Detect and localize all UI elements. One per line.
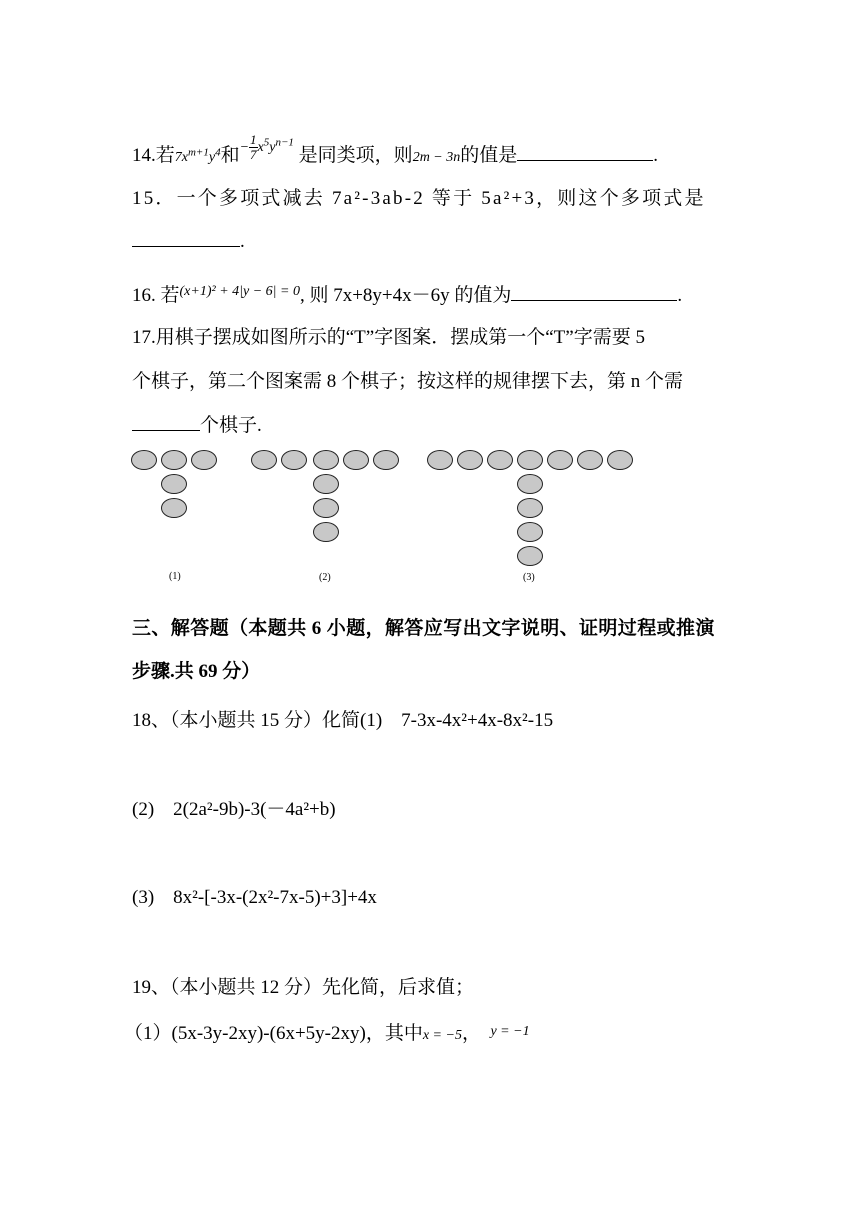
- stone-piece: [161, 498, 187, 518]
- q14-and: 和: [220, 145, 240, 166]
- t-pattern-figure: [0, 0, 860, 600]
- question-19-header: [132, 972, 474, 999]
- q16-expr: (x+1)² + 4|y − 6| = 0: [179, 284, 300, 299]
- stone-piece: [487, 450, 513, 470]
- q19-cond-x: x = −5: [422, 1028, 462, 1043]
- q18-header: 18、（本小题共 15 分）化简(1) 7-3x-4x²+4x-8x²-15: [132, 710, 554, 731]
- q16-prefix: 16. 若: [132, 285, 180, 306]
- figure-caption-1: (1): [169, 571, 181, 582]
- section-3-heading: [132, 613, 715, 640]
- stone-piece: [547, 450, 573, 470]
- q16-end: .: [677, 285, 683, 306]
- section3-line1: 三、解答题（本题共 6 小题，解答应写出文字说明、证明过程或推演: [132, 618, 715, 639]
- q14-mid: 是同类项，则: [298, 145, 413, 166]
- q14-suffix: 的值是: [460, 145, 518, 166]
- stone-piece: [517, 522, 543, 542]
- stone-piece: [517, 546, 543, 566]
- q17-line2: 个棋子，第二个图案需 8 个棋子；按这样的规律摆下去，第 n 个需: [132, 371, 684, 392]
- stone-piece: [131, 450, 157, 470]
- section3-line2: 步骤.共 69 分）: [132, 661, 261, 682]
- stone-piece: [607, 450, 633, 470]
- question-19-part1: [124, 1018, 530, 1045]
- q19-part1: （1）(5x-3y-2xy)-(6x+5y-2xy)，其中: [124, 1023, 423, 1044]
- stone-piece: [281, 450, 307, 470]
- stone-piece: [517, 474, 543, 494]
- q19-cond-y: y = −1: [490, 1024, 530, 1039]
- q19-header: 19、（本小题共 12 分）先化简，后求值；: [132, 977, 475, 998]
- stone-piece: [457, 450, 483, 470]
- section-3-heading-line2: [132, 656, 260, 683]
- q17-line3-suffix: 个棋子.: [200, 415, 262, 436]
- question-18-header: [132, 705, 553, 732]
- q17-line1: 17.用棋子摆成如图所示的“T”字图案．摆成第一个“T”字需要 5: [132, 327, 645, 348]
- q15-line1: 15．一个多项式减去 7a²-3ab-2 等于 5a²+3，则这个多项式是: [132, 188, 706, 209]
- stone-piece: [313, 498, 339, 518]
- stone-piece: [313, 450, 339, 470]
- q14-term2: − 1 7x5yn−1: [239, 132, 294, 163]
- stone-piece: [251, 450, 277, 470]
- figure-caption-3: (3): [523, 572, 535, 583]
- stone-piece: [517, 450, 543, 470]
- stone-piece: [343, 450, 369, 470]
- stone-piece: [313, 522, 339, 542]
- q14-term1: $7x^{m+1}y^4$: [174, 146, 221, 165]
- q18-part2: (2) 2(2a²-9b)-3(－4a²+b): [132, 799, 336, 820]
- stone-piece: [517, 498, 543, 518]
- question-18-part3: [132, 882, 377, 909]
- stone-piece: [427, 450, 453, 470]
- stone-piece: [577, 450, 603, 470]
- figure-caption-2: (2): [319, 572, 331, 583]
- q15-end: .: [240, 231, 245, 252]
- stone-piece: [313, 474, 339, 494]
- q14-expr: 2m − 3n: [412, 150, 461, 165]
- q18-part3: (3) 8x²-[-3x-(2x²-7x-5)+3]+4x: [132, 887, 377, 908]
- question-18-part2: [132, 794, 336, 821]
- stone-piece: [161, 450, 187, 470]
- q14-end: .: [653, 145, 659, 166]
- stone-piece: [191, 450, 217, 470]
- stone-piece: [373, 450, 399, 470]
- stone-piece: [161, 474, 187, 494]
- q19-comma: ，: [461, 1023, 481, 1044]
- q16-mid: , 则 7x+8y+4x－6y 的值为: [299, 285, 512, 306]
- q14-prefix: 14.若: [132, 145, 175, 166]
